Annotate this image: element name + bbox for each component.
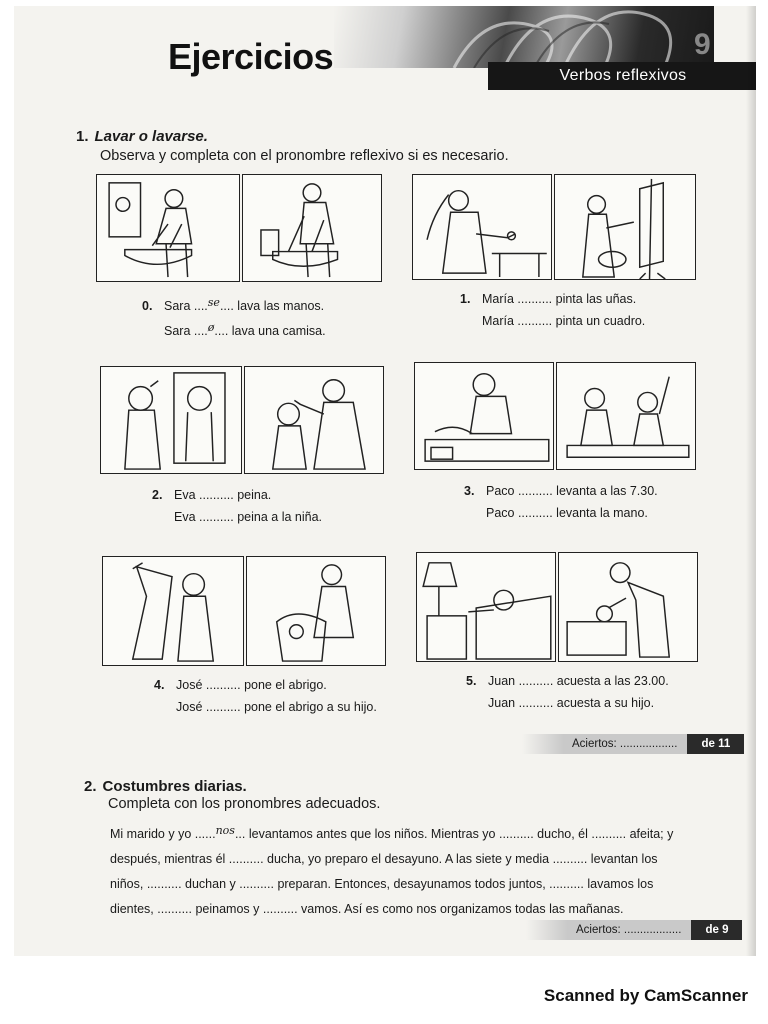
caption-item-2 <box>152 484 322 528</box>
scanner-watermark: Scanned by CamScanner <box>543 986 748 1005</box>
item-text: Paco .......... levanta la mano. <box>486 506 648 520</box>
exercise1-heading <box>76 128 208 145</box>
item-text: Sara .... <box>164 299 208 313</box>
item-text: .... lava las manos. <box>219 299 325 313</box>
item-number: 5. <box>466 674 477 688</box>
exercise1-title: Lavar o lavarse. <box>94 128 208 145</box>
illustration-jose-coat <box>102 556 244 666</box>
handwritten-answer: se <box>207 296 220 309</box>
header-decoration <box>334 6 714 68</box>
page-edge-shadow <box>746 6 756 956</box>
item-text: .... lava una camisa. <box>214 324 326 338</box>
paragraph-text: Mi marido y yo ...... <box>110 827 216 841</box>
score-label: Aciertos: .................. <box>522 734 687 754</box>
exercise2-text <box>110 818 690 922</box>
worksheet-page <box>14 6 756 956</box>
illustration-maria-painting <box>554 174 696 280</box>
painting-canvas-icon <box>555 175 695 279</box>
caption-item-5 <box>466 670 669 714</box>
handwritten-answer: ø <box>207 321 215 334</box>
illustration-paco-bed <box>414 362 554 470</box>
caption-item-4 <box>154 674 377 718</box>
caption-item-3 <box>464 480 658 524</box>
exercise2-title: Costumbres diarias. <box>102 778 247 795</box>
item-number: 0. <box>142 299 153 313</box>
paragraph-text: ... levantamos antes que los niños. Mientras yo .......... ducho, él .......... afeita; y después, mientras él .......... ducha, yo preparo el desayuno. A las siete y media .......... levantan los niños, .......... duchan y .......... preparan. Entonces, desayunamos todos juntos, .......... lavamos los dientes, .......... peinamos y .......... vamos. Así es como nos organizamos todas las mañanas. <box>110 827 674 916</box>
illustration-jose-son <box>246 556 386 666</box>
putting-coat-icon <box>103 557 243 665</box>
item-text: Juan .......... acuesta a las 23.00. <box>488 674 669 688</box>
score-total: de 11 <box>687 734 744 754</box>
raising-hand-icon <box>557 363 695 469</box>
item-text: Juan .......... acuesta a su hijo. <box>488 696 655 710</box>
tucking-child-icon <box>559 553 697 661</box>
item-number: 1. <box>460 292 471 306</box>
item-text: José .......... pone el abrigo a su hijo. <box>176 700 377 714</box>
item-number: 3. <box>464 484 475 498</box>
item-number: 4. <box>154 678 165 692</box>
item-text: María .......... pinta un cuadro. <box>482 314 646 328</box>
going-to-bed-icon <box>417 553 555 661</box>
item-text: Sara .... <box>164 324 208 338</box>
unit-number: 9 <box>694 28 711 61</box>
illustration-eva-girl <box>244 366 384 474</box>
exercise1-instruction: Observa y completa con el pronombre reflexivo si es necesario. <box>100 148 509 164</box>
illustration-maria-nails <box>412 174 552 280</box>
exercise2-heading <box>84 778 247 795</box>
handwritten-answer: nos <box>215 824 235 837</box>
item-text: José .......... pone el abrigo. <box>176 678 327 692</box>
item-text: María .......... pinta las uñas. <box>482 292 637 306</box>
combing-mirror-icon <box>101 367 241 473</box>
illustration-juan-son <box>558 552 698 662</box>
section-banner: Verbos reflexivos <box>488 62 756 90</box>
washing-hands-icon <box>97 175 239 281</box>
caption-item-1 <box>460 288 645 332</box>
exercise2-instruction: Completa con los pronombres adecuados. <box>108 796 381 812</box>
item-number: 2. <box>152 488 163 502</box>
painting-nails-icon <box>413 175 551 279</box>
caption-item-0 <box>142 292 326 342</box>
getting-up-icon <box>415 363 553 469</box>
item-text: Eva .......... peina a la niña. <box>174 510 323 524</box>
exercise2-score <box>526 920 742 940</box>
item-text: Paco .......... levanta a las 7.30. <box>486 484 658 498</box>
exercise2-number: 2. <box>84 778 97 795</box>
score-label: Aciertos: .................. <box>526 920 691 940</box>
exercise1-number: 1. <box>76 128 89 145</box>
combing-girl-icon <box>245 367 383 473</box>
illustration-juan-bed <box>416 552 556 662</box>
illustration-sara-shirt <box>242 174 382 282</box>
score-total: de 9 <box>691 920 742 940</box>
paperclip-pattern-icon <box>334 6 714 68</box>
washing-shirt-icon <box>243 175 381 281</box>
dressing-child-icon <box>247 557 385 665</box>
page-title: Ejercicios <box>168 36 334 77</box>
exercise1-score <box>522 734 744 754</box>
illustration-eva-mirror <box>100 366 242 474</box>
illustration-paco-hand <box>556 362 696 470</box>
item-text: Eva .......... peina. <box>174 488 272 502</box>
illustration-sara-hands <box>96 174 240 282</box>
